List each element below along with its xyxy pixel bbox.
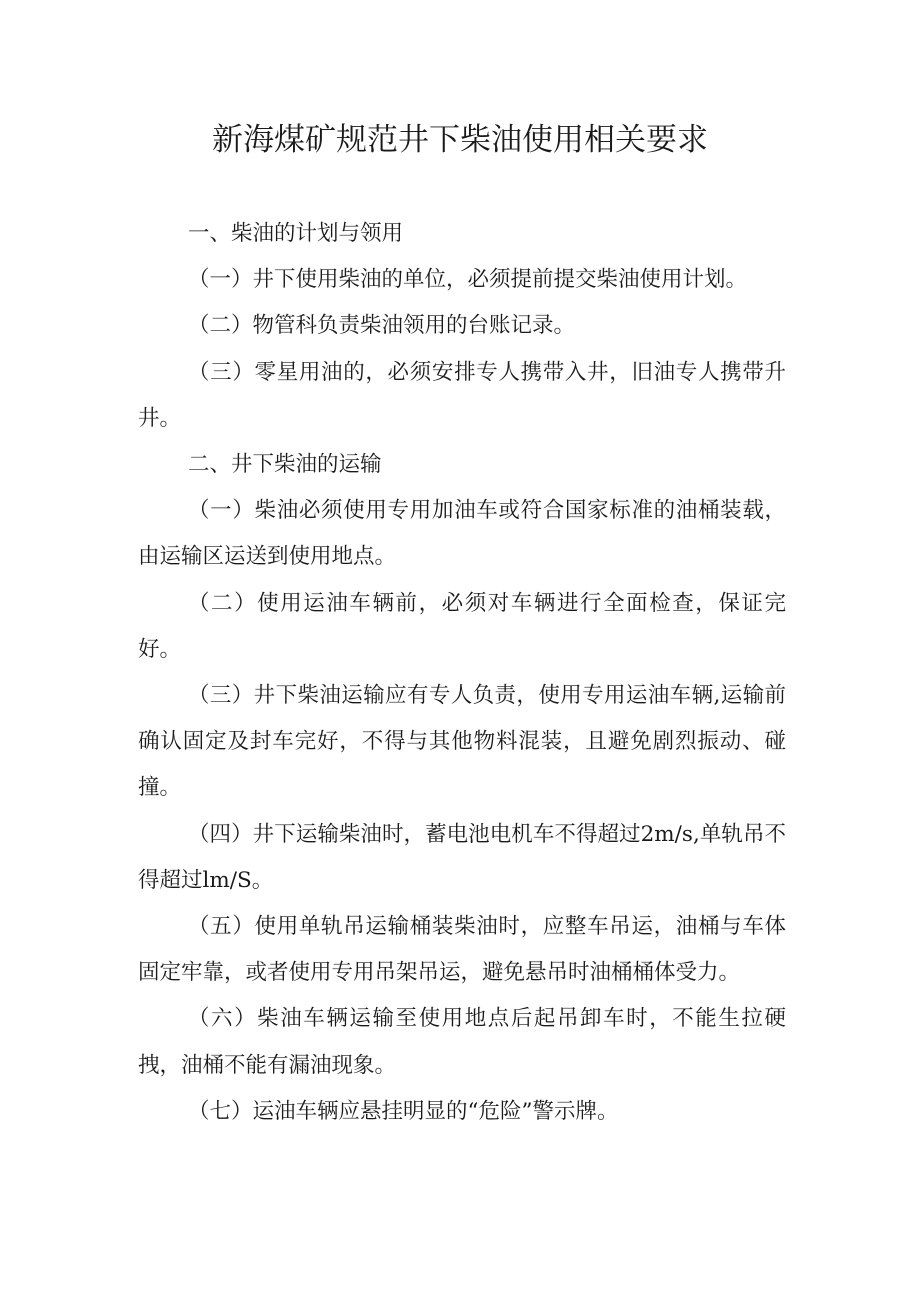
paragraph: （二）使用运油车辆前，必须对车辆进行全面检查，保证完好。 <box>138 590 786 662</box>
paragraph: （七）运油车辆应悬挂明显的“危险”警示牌。 <box>188 1098 619 1124</box>
paragraph: （五）使用单轨吊运输桶装柴油时，应整车吊运，油桶与车体固定牢靠，或者使用专用吊架吊运，避免悬吊时油桶桶体受力。 <box>138 914 786 986</box>
paragraph: （三）井下柴油运输应有专人负责，使用专用运油车辆,运输前确认固定及封车完好，不得与其他物料混装，且避免剧烈振动、碰撞。 <box>138 683 786 801</box>
document-body <box>138 211 786 1135</box>
paragraph: （一）柴油必须使用专用加油车或符合国家标准的油桶装载，由运输区运送到使用地点。 <box>138 498 786 570</box>
paragraph: （四）井下运输柴油时，蓄电池电机车不得超过2m∕s,单轨吊不得超过lm/S。 <box>138 821 786 893</box>
paragraph: （六）柴油车辆运输至使用地点后起吊卸车时，不能生拉硬拽，油桶不能有漏油现象。 <box>138 1006 786 1078</box>
section-heading: 二、井下柴油的运输 <box>188 452 382 478</box>
paragraph: （三）零星用油的，必须安排专人携带入井，旧油专人携带升井。 <box>138 359 786 431</box>
section-heading: 一、柴油的计划与领用 <box>188 221 404 246</box>
document-title: 新海煤矿规范井下柴油使用相关要求 <box>212 122 708 158</box>
paragraph: （一）井下使用柴油的单位，必须提前提交柴油使用计划。 <box>188 267 748 293</box>
paragraph: （二）物管科负责柴油领用的台账记录。 <box>188 313 576 339</box>
